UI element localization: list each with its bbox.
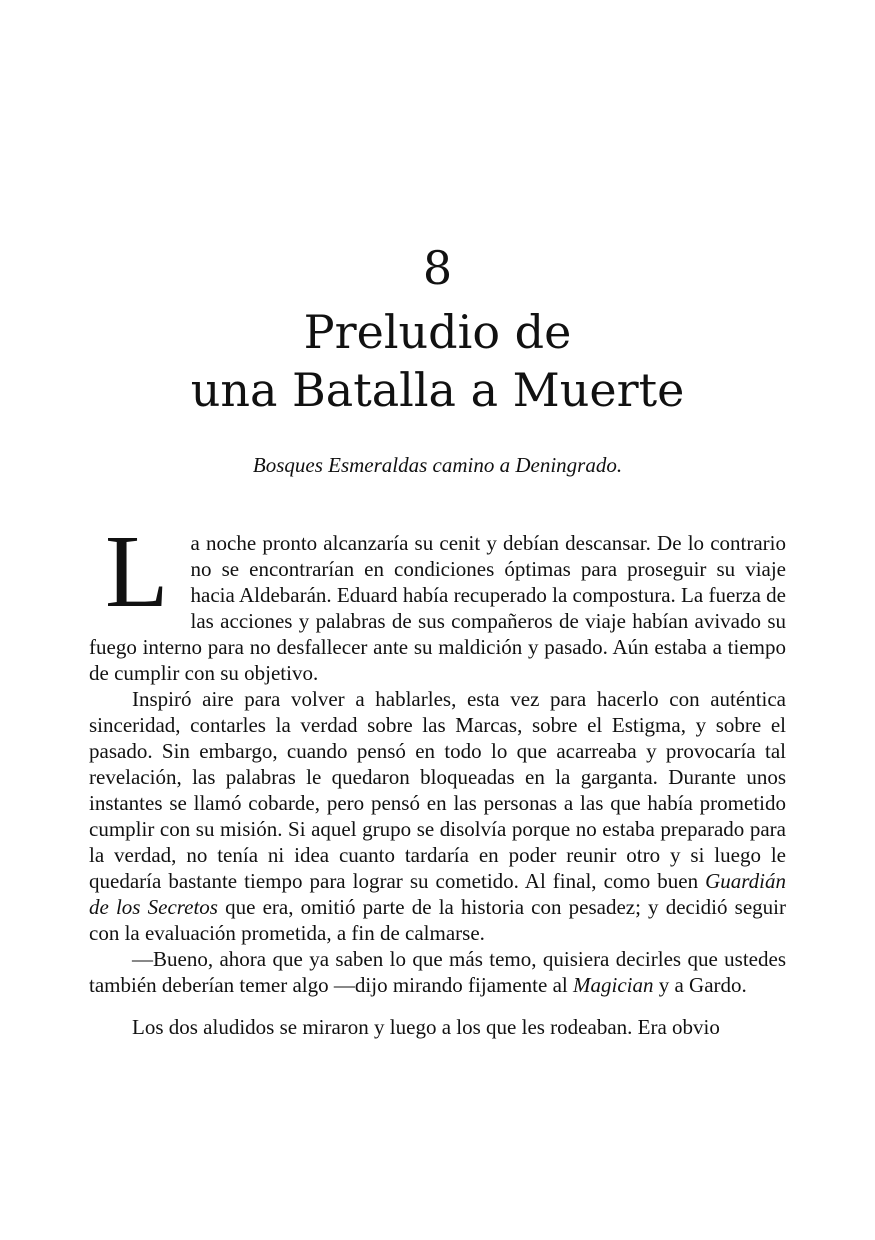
chapter-title (0, 303, 875, 419)
paragraph-3-text-b: y a Gardo. (653, 973, 747, 997)
paragraph-3-text-a: —Bueno, ahora que ya saben lo que más temo, quisiera decirles que ustedes también deberían temer algo —dijo mirando fijamente al (89, 947, 786, 997)
paragraph-3-italic: Magician (573, 973, 654, 997)
chapter-title-line-2: una Batalla a Muerte (190, 363, 685, 417)
paragraph-1 (89, 514, 786, 686)
paragraph-2-italic: Guardián de los Secretos (89, 869, 786, 919)
location-subtitle: Bosques Esmeraldas camino a Deningrado. (252, 453, 623, 477)
chapter-title-line-1: Preludio de (303, 305, 572, 359)
paragraph-4: Los dos aludidos se miraron y luego a los que les rodeaban. Era obvio (132, 1015, 720, 1039)
chapter-body (89, 514, 786, 1040)
paragraph-3 (89, 946, 786, 998)
paragraph-2 (89, 686, 786, 946)
drop-cap: L (105, 514, 169, 629)
paragraph-2-text-b: que era, omitió parte de la historia con pesadez; y decidió seguir con la evaluación prometida, a fin de calmarse. (89, 895, 786, 945)
paragraph-1-text: a noche pronto alcanzaría su cenit y debían descansar. De lo contrario no se encontrarían en condiciones óptimas para proseguir su viaje hacia Aldebarán. Eduard había recuperado la compostura. La fuerza de las acciones y palabras de sus compañeros de viaje habían avivado su fuego interno para no desfallecer ante su maldición y pasado. Aún estaba a tiempo de cumplir con su objetivo. (89, 531, 786, 685)
paragraph-2-text-a: Inspiró aire para volver a hablarles, esta vez para hacerlo con auténtica sinceridad, contarles la verdad sobre las Marcas, sobre el Estigma, y sobre el pasado. Sin embargo, cuando pensó en todo lo que acarreaba y provocaría tal revelación, las palabras le quedaron bloqueadas en la garganta. Durante unos instantes se llamó cobarde, pero pensó en las personas a las que había prometido cumplir con su misión. Si aquel grupo se disolvía porque no estaba preparado para la verdad, no tenía ni idea cuanto tardaría en poder reunir otro y si luego le quedaría bastante tiempo para lograr su cometido. Al final, como buen (89, 687, 786, 893)
chapter-number: 8 (422, 241, 453, 295)
